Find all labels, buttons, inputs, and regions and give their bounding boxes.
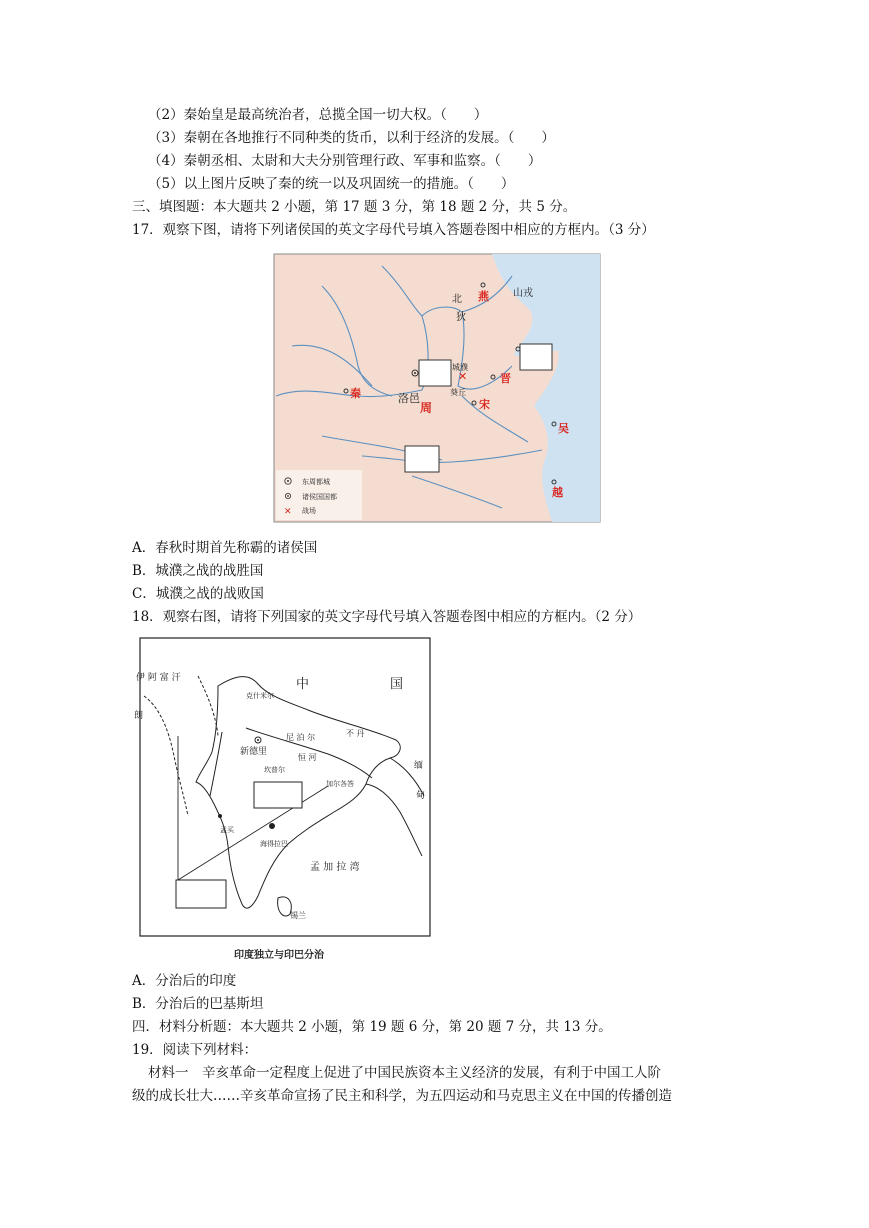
label-guo: 国 xyxy=(390,677,404,692)
label-qin: 秦 xyxy=(350,387,361,400)
label-chengpu: 城濮 xyxy=(452,363,468,372)
label-lang: 朗 xyxy=(134,711,144,721)
label-bay: 孟 加 拉 湾 xyxy=(310,862,360,873)
spring-autumn-map xyxy=(262,246,606,528)
label-zhou: 周 xyxy=(420,401,433,415)
label-zhong: 中 xyxy=(296,677,310,692)
q18-option-b: B．分治后的巴基斯坦 xyxy=(132,996,264,1012)
label-newdelhi: 新德里 xyxy=(240,747,268,757)
q18-stem: 18．观察右图，请将下列国家的英文字母代号填入答题卷图中相应的方框内。（2 分） xyxy=(132,609,642,625)
label-nepal: 尼 泊 尔 xyxy=(286,733,316,742)
battlefield-icon: ✕ xyxy=(284,507,292,517)
label-bhutan: 不 丹 xyxy=(346,729,365,738)
legend-state-capital-label: 诸侯国国都 xyxy=(302,493,337,501)
label-jin: 晋 xyxy=(500,372,511,385)
label-song: 宋 xyxy=(479,398,490,411)
section4-title: 四．材料分析题：本大题共 2 小题，第 19 题 6 分，第 20 题 7 分，共 13 分。 xyxy=(132,1019,612,1035)
judgement-item-3: （3）秦朝在各地推行不同种类的货币，以利于经济的发展。（ ） xyxy=(148,130,555,146)
judgement-item-4: （4）秦朝丞相、太尉和大夫分别管理行政、军事和监察。（ ） xyxy=(148,153,542,169)
label-shanrong: 山戎 xyxy=(513,288,533,299)
judgement-item-2: （2）秦始皇是最高统治者，总揽全国一切大权。（ ） xyxy=(148,107,488,123)
q17-option-b: B．城濮之战的战胜国 xyxy=(132,563,264,579)
label-wu: 吴 xyxy=(558,422,569,435)
label-burma-2: 甸 xyxy=(416,791,426,801)
answer-box-2 xyxy=(520,344,552,370)
label-kuiqiu: 葵丘 xyxy=(450,388,466,397)
map-caption: 印度独立与印巴分治 xyxy=(234,950,324,961)
q17-option-c: C．城濮之战的战败国 xyxy=(132,586,264,602)
label-hyderabad: 海得拉巴 xyxy=(260,840,288,848)
answer-box-india xyxy=(254,782,302,808)
q17-option-a: A．春秋时期首先称霸的诸侯国 xyxy=(132,540,318,556)
answer-box-3 xyxy=(405,446,439,472)
label-ganges: 恒 河 xyxy=(298,753,317,762)
answer-box-pakistan xyxy=(176,880,226,908)
label-ceylon: 锡兰 xyxy=(290,911,306,920)
label-mumbai: 孟买 xyxy=(220,826,234,834)
section3-title: 三、填图题：本大题共 2 小题，第 17 题 3 分，第 18 题 2 分，共 5 分。 xyxy=(132,199,577,215)
label-yue: 越 xyxy=(552,486,563,499)
answer-box-1 xyxy=(419,360,451,386)
label-burma-1: 缅 xyxy=(414,761,424,771)
label-luoyi: 洛邑 xyxy=(398,392,420,405)
label-di: 狄 xyxy=(456,312,466,323)
legend-capital-label: 东周都城 xyxy=(302,478,330,486)
legend-battlefield-label: 战场 xyxy=(302,507,316,515)
q17-stem: 17．观察下图，请将下列诸侯国的英文字母代号填入答题卷图中相应的方框内。（3 分） xyxy=(132,222,655,238)
q19-material1-line2: 级的成长壮大……辛亥革命宣扬了民主和科学，为五四运动和马克思主义在中国的传播创造 xyxy=(132,1088,672,1104)
label-kashmir: 克什米尔 xyxy=(246,692,274,700)
label-kolkata: 加尔各答 xyxy=(326,780,354,788)
label-yan: 燕 xyxy=(478,290,489,303)
q18-option-a: A．分治后的印度 xyxy=(132,973,237,989)
india-partition-map xyxy=(134,636,434,964)
label-afghan: 伊 阿 富 汗 xyxy=(136,673,181,683)
label-kanpur: 坎普尔 xyxy=(264,766,285,774)
chengpu-battle-icon: ✕ xyxy=(458,370,468,383)
q19-stem: 19．阅读下列材料： xyxy=(132,1042,258,1058)
judgement-item-5: （5）以上图片反映了秦的统一以及巩固统一的措施。（ ） xyxy=(148,176,515,192)
q19-material1-line1: 材料一 辛亥革命一定程度上促进了中国民族资本主义经济的发展，有利于中国工人阶 xyxy=(148,1065,661,1081)
label-bei: 北 xyxy=(452,294,462,305)
